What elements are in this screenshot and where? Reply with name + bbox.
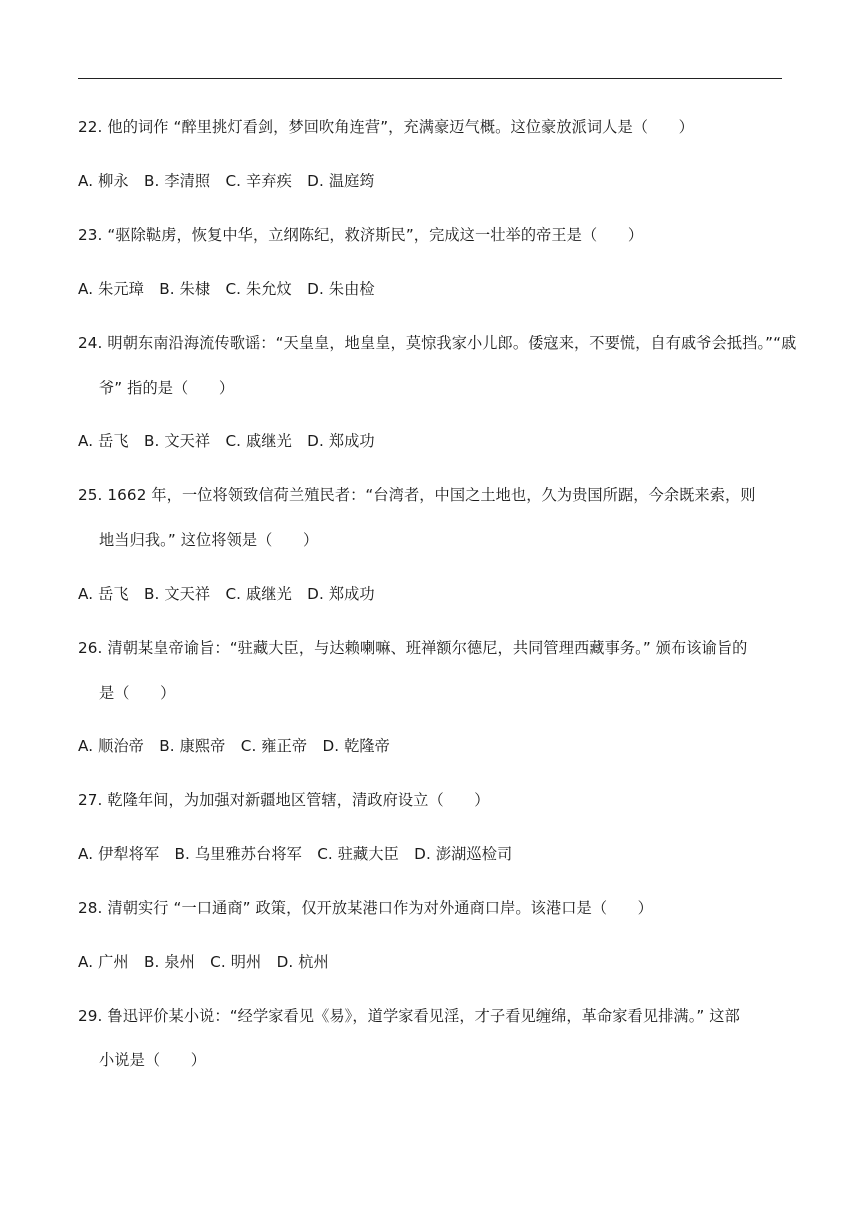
question-25-options: A. 岳飞 B. 文天祥 C. 戚继光 D. 郑成功 [78,585,375,603]
question-number: 27. [78,791,103,809]
question-24-stem-continued: 爷” 指的是（ ） [99,379,235,397]
question-24-stem [78,333,796,353]
question-text: 清朝实行 “一口通商” 政策，仅开放某港口作为对外通商口岸。该港口是（ ） [107,899,653,917]
header-divider [78,78,782,79]
question-text: 1662 年，一位将领致信荷兰殖民者：“台湾者，中国之土地也，久为贵国所踞，今余既来索，则 [107,486,756,504]
question-text: 乾隆年间，为加强对新疆地区管辖，清政府设立（ ） [107,791,490,809]
question-number: 25. [78,486,103,504]
question-number: 23. [78,226,103,244]
question-24-options: A. 岳飞 B. 文天祥 C. 戚继光 D. 郑成功 [78,432,375,450]
question-25-stem-continued: 地当归我。” 这位将领是（ ） [99,531,319,549]
question-26-stem [78,638,747,658]
question-28-stem [78,898,653,918]
question-23-stem [78,225,643,245]
question-29-stem [78,1006,740,1026]
question-22-options: A. 柳永 B. 李清照 C. 辛弃疾 D. 温庭筠 [78,172,375,190]
question-text: 他的词作 “醉里挑灯看剑，梦回吹角连营”，充满豪迈气概。这位豪放派词人是（ ） [107,118,694,136]
question-23-options: A. 朱元璋 B. 朱棣 C. 朱允炆 D. 朱由检 [78,280,375,298]
question-29-stem-continued: 小说是（ ） [99,1051,207,1069]
question-text: “驱除鞑虏，恢复中华，立纲陈纪，救济斯民”，完成这一壮举的帝王是（ ） [107,226,644,244]
question-number: 26. [78,639,103,657]
question-28-options: A. 广州 B. 泉州 C. 明州 D. 杭州 [78,953,329,971]
question-25-stem [78,485,756,505]
question-26-options: A. 顺治帝 B. 康熙帝 C. 雍正帝 D. 乾隆帝 [78,737,390,755]
question-number: 22. [78,118,103,136]
question-27-stem [78,790,490,810]
question-number: 29. [78,1007,103,1025]
question-27-options: A. 伊犁将军 B. 乌里雅苏台将军 C. 驻藏大臣 D. 澎湖巡检司 [78,845,513,863]
question-26-stem-continued: 是（ ） [99,684,176,702]
question-22-stem [78,117,694,137]
question-number: 24. [78,334,103,352]
question-text: 鲁迅评价某小说：“经学家看见《易》，道学家看见淫，才子看见缠绵，革命家看见排满。” 这部 [107,1007,740,1025]
question-text: 清朝某皇帝谕旨：“驻藏大臣，与达赖喇嘛、班禅额尔德尼，共同管理西藏事务。” 颁布该谕旨的 [107,639,748,657]
question-number: 28. [78,899,103,917]
question-text: 明朝东南沿海流传歌谣：“天皇皇，地皇皇，莫惊我家小儿郎。倭寇来，不要慌，自有戚爷会抵挡。”“戚 [107,334,797,352]
